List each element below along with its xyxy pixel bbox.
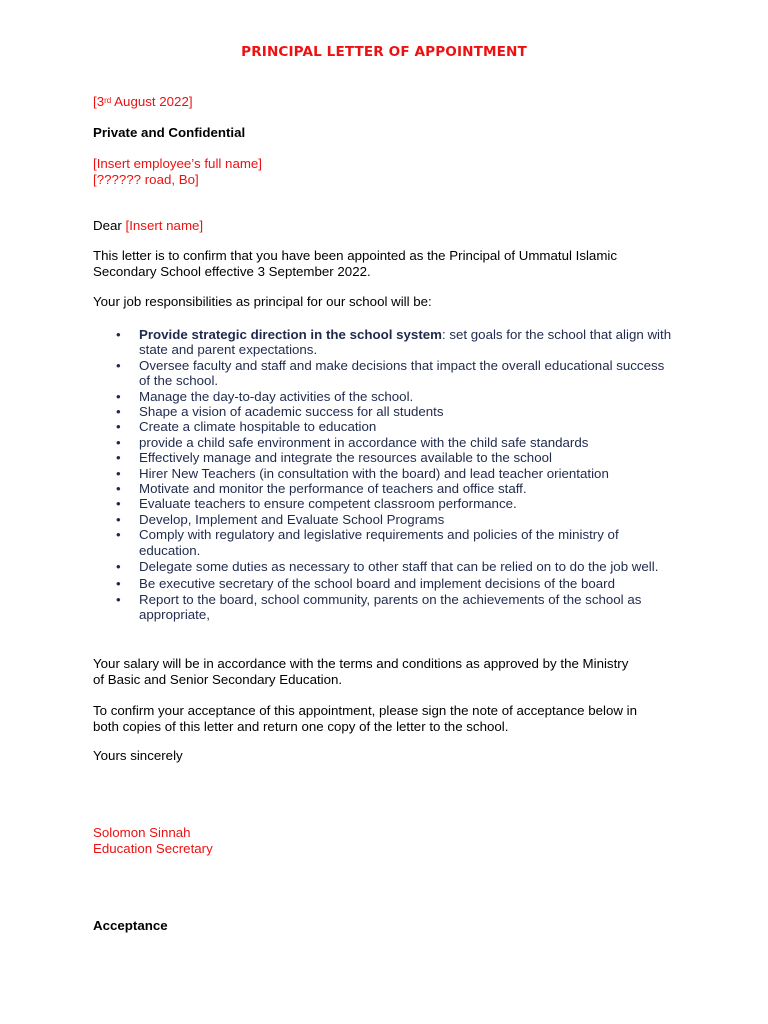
responsibility-text: provide a child safe environment in accordance with the child safe standards: [139, 434, 589, 450]
responsibility-text: Evaluate teachers to ensure competent classroom performance.: [139, 496, 517, 512]
date-rest: August 2022]: [111, 94, 193, 109]
intro-line: This letter is to confirm that you have been appointed as the Principal of Ummatul Islamic: [93, 248, 617, 263]
date-day: [3: [93, 94, 105, 109]
responsibility-item: [93, 450, 673, 465]
responsibility-item: [93, 558, 673, 576]
responsibility-item: [93, 496, 673, 511]
responsibilities-list: [93, 327, 673, 622]
responsibility-text: Report to the board, school community, parents on the achievements of the school as appropriate,: [139, 591, 642, 622]
responsibility-text: Manage the day-to-day activities of the school.: [139, 388, 414, 404]
responsibility-item: [93, 435, 673, 450]
responsibility-item: [93, 327, 673, 358]
salary-line: of Basic and Senior Secondary Education.: [93, 671, 343, 687]
responsibility-text: Create a climate hospitable to education: [139, 419, 377, 435]
signatory-title: Education Secretary: [93, 840, 213, 856]
responsibility-item: [93, 389, 673, 404]
responsibility-item: [93, 404, 673, 419]
confirm-line: both copies of this letter and return one copy of the letter to the school.: [93, 718, 509, 734]
responsibility-item: [93, 358, 673, 389]
salutation-prefix: Dear: [93, 218, 126, 233]
responsibility-text: Effectively manage and integrate the resources available to the school: [139, 450, 552, 466]
responsibility-item: [93, 481, 673, 496]
salary-line: Your salary will be in accordance with the terms and conditions as approved by the Ministry: [93, 656, 629, 671]
responsibility-item: [93, 466, 673, 481]
responsibility-text: Develop, Implement and Evaluate School Programs: [139, 511, 445, 527]
salutation: [93, 218, 683, 234]
responsibility-text: : set goals for the school that align with state and parent expectations.: [139, 327, 672, 358]
responsibility-item: [93, 512, 673, 527]
responsibility-text: Hirer New Teachers (in consultation with the board) and lead teacher orientation: [139, 465, 609, 481]
signatory-name: Solomon Sinnah: [93, 825, 191, 840]
confirm-paragraph: [93, 703, 683, 734]
salary-paragraph: [93, 656, 683, 687]
closing: Yours sincerely: [93, 748, 183, 763]
intro-line: Secondary School effective 3 September 2022.: [93, 263, 371, 279]
responsibilities-intro: Your job responsibilities as principal for our school will be:: [93, 294, 432, 309]
recipient-name: [Insert employee’s full name]: [93, 156, 263, 171]
responsibility-item: [93, 419, 673, 434]
salutation-name: [Insert name]: [125, 218, 204, 233]
confidential-heading: Private and Confidential: [93, 125, 246, 140]
acceptance-heading: Acceptance: [93, 918, 168, 933]
responsibility-text: Be executive secretary of the school board and implement decisions of the board: [139, 576, 616, 592]
confirm-line: To confirm your acceptance of this appointment, please sign the note of acceptance below in: [93, 703, 638, 718]
responsibility-text: Delegate some duties as necessary to other staff that can be relied on to do the job well.: [139, 559, 659, 575]
responsibility-lead: Provide strategic direction in the school system: [139, 327, 442, 342]
date-ordinal: rd: [104, 96, 112, 105]
recipient-address: [?????? road, Bo]: [93, 171, 199, 187]
responsibility-text: Shape a vision of academic success for all students: [139, 404, 444, 420]
letter-date: [93, 94, 683, 110]
letter-title: PRINCIPAL LETTER OF APPOINTMENT: [241, 44, 527, 60]
responsibility-item: [93, 527, 673, 558]
responsibility-item: [93, 576, 673, 591]
intro-paragraph: [93, 248, 683, 279]
responsibility-text: Oversee faculty and staff and make decisions that impact the overall educational success of the school.: [139, 357, 665, 389]
responsibility-item: [93, 592, 673, 623]
responsibility-text: Comply with regulatory and legislative requirements and policies of the ministry of education.: [139, 527, 619, 558]
responsibility-text: Motivate and monitor the performance of teachers and office staff.: [139, 481, 527, 497]
